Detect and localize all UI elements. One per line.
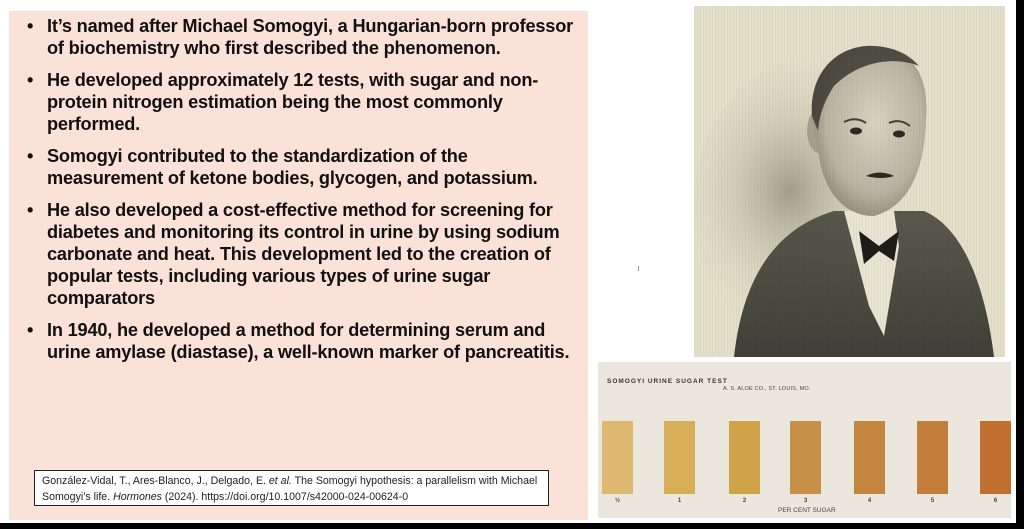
color-swatch (790, 421, 821, 494)
bullet-item: • In 1940, he developed a method for determining serum and urine amylase (diastase), a well-known marker of pancreatitis. (27, 320, 570, 362)
axis-label: PER CENT SUGAR (778, 507, 836, 514)
frame-border-bottom (0, 523, 1024, 529)
bullet-item: • It’s named after Michael Somogyi, a Hungarian-born professor of biochemistry who first described the phenomenon. (27, 16, 573, 58)
citation-box: González-Vidal, T., Ares-Blanco, J., Delgado, E. et al. The Somogyi hypothesis: a parallelism with Michael Somogyi’s life. Hormones (2024). https://doi.org/10.1007/s42000-024-00624-0 (34, 470, 549, 506)
swatch-label: 6 (993, 498, 998, 504)
chart-subtitle: A. S. ALOE CO., ST. LOUIS, MO. (723, 386, 811, 392)
bullet-item: • He also developed a cost-effective method for screening for diabetes and monitoring its control in urine by using sodium carbonate and heat. This development led to the creation of popular tests, including various types of urine sugar comparators (27, 200, 560, 308)
chart-title: SOMOGYI URINE SUGAR TEST (607, 378, 728, 385)
photo-texture (694, 6, 1005, 357)
bullet-icon: • (27, 70, 34, 90)
text-panel (9, 11, 588, 520)
stray-mark (638, 266, 639, 271)
color-swatch (664, 421, 695, 494)
citation-doi: (2024). https://doi.org/10.1007/s42000-024-00624-0 (161, 491, 409, 503)
color-swatch (980, 421, 1011, 494)
color-swatch (729, 421, 760, 494)
bullet-icon: • (27, 146, 34, 166)
color-swatch (602, 421, 633, 494)
color-swatch (854, 421, 885, 494)
swatch-label: ½ (614, 498, 620, 504)
bullet-icon: • (27, 320, 34, 340)
swatch-label: 5 (930, 498, 935, 504)
portrait-photo (694, 6, 1005, 357)
urine-sugar-chart (598, 362, 1011, 518)
swatch-label: 4 (867, 498, 872, 504)
bullet-icon: • (27, 200, 34, 220)
swatch-label: 2 (742, 498, 747, 504)
bullet-icon: • (27, 16, 34, 36)
bullet-list (25, 15, 585, 373)
swatch-label: 1 (677, 498, 682, 504)
color-swatch (917, 421, 948, 494)
bullet-item: • Somogyi contributed to the standardization of the measurement of ketone bodies, glycogen, and potassium. (27, 146, 538, 188)
swatch-label: 3 (803, 498, 808, 504)
frame-border-right (1016, 0, 1024, 529)
bullet-item: • He developed approximately 12 tests, with sugar and non-protein nitrogen estimation being the most commonly performed. (27, 70, 539, 134)
